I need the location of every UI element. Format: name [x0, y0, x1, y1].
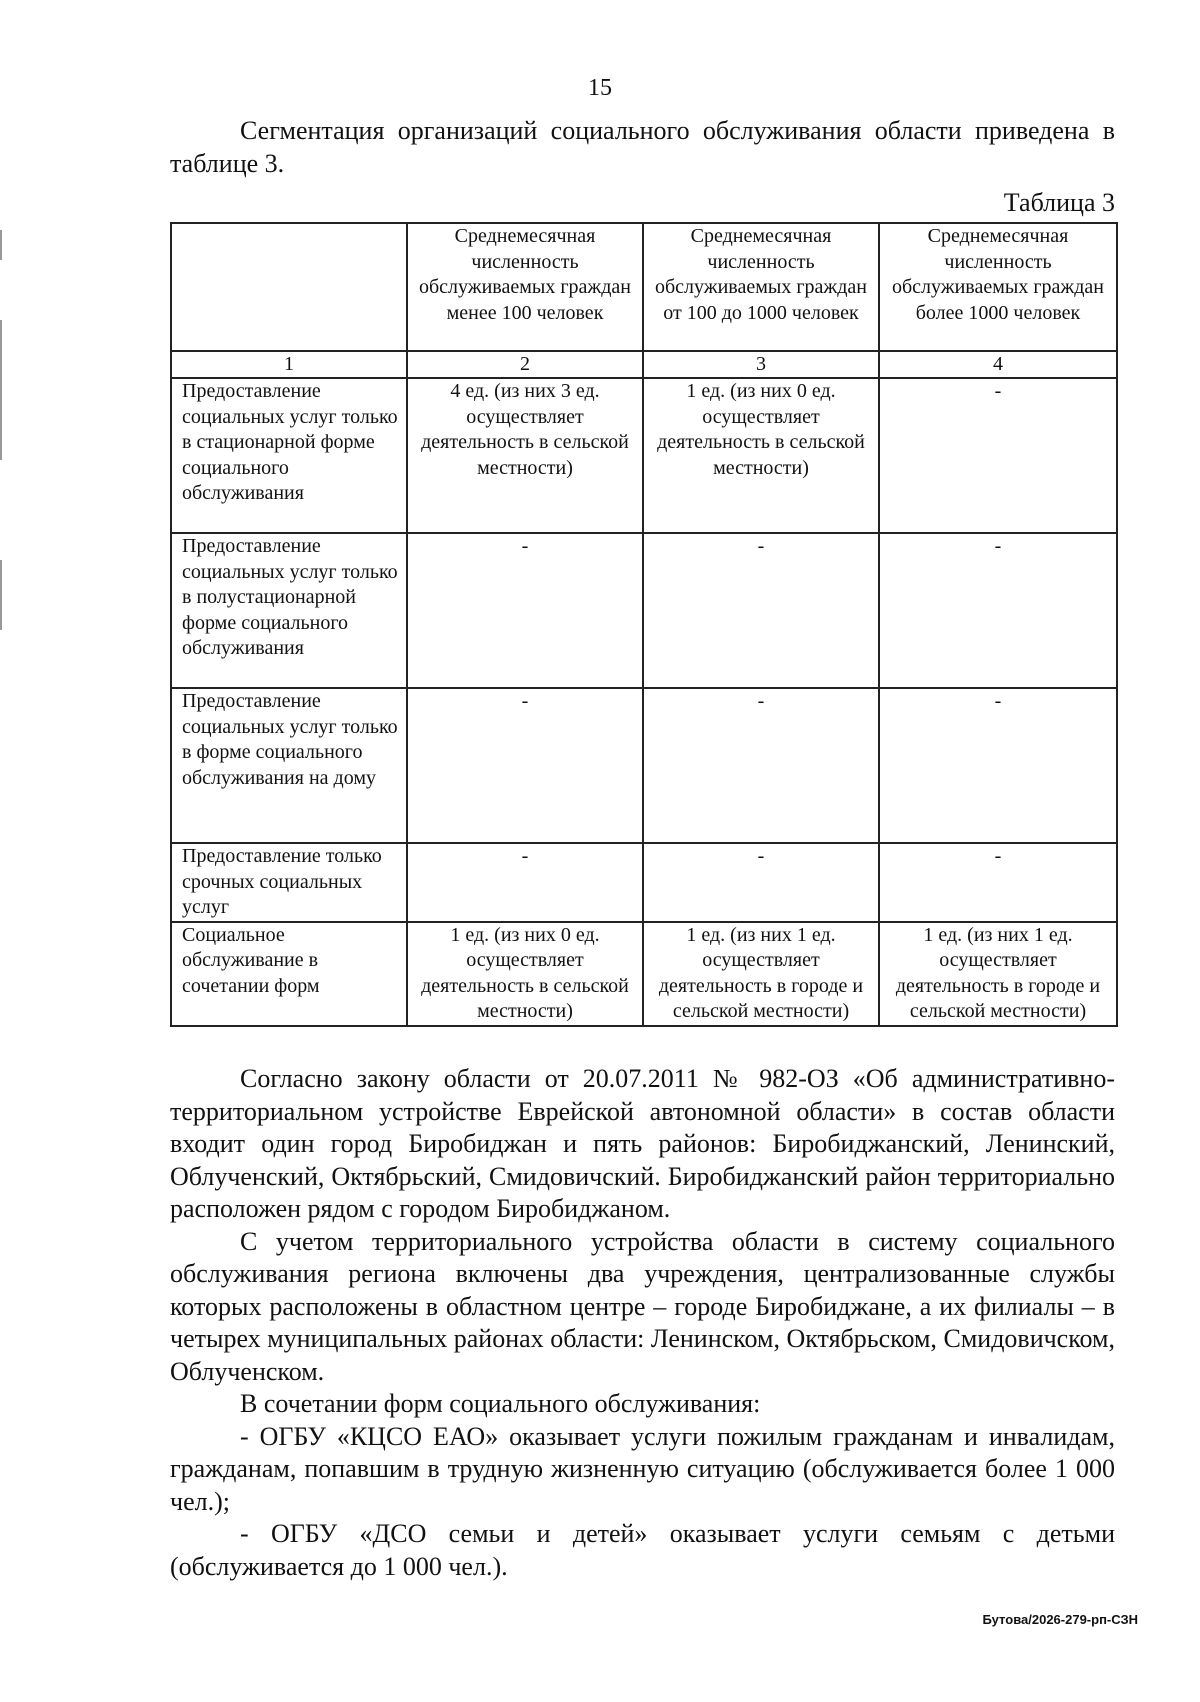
- table-cell: -: [879, 378, 1117, 533]
- table-row: [171, 378, 1117, 533]
- body-text: [170, 1063, 1115, 1583]
- row-label: Предоставление только срочных социальных услуг: [171, 843, 407, 922]
- table-header-cell: Среднемесячная численность обслуживаемых граждан более 1000 человек: [879, 223, 1117, 351]
- table-cell: 4 ед. (из них 3 ед. осуществляет деятельность в сельской местности): [407, 378, 643, 533]
- list-item: - ОГБУ «КЦСО ЕАО» оказывает услуги пожилым гражданам и инвалидам, гражданам, попавшим в трудную жизненную ситуацию (обслуживается более 1 000 чел.);: [170, 1421, 1115, 1516]
- body-paragraph: В сочетании форм социального обслуживания:: [240, 1389, 761, 1418]
- column-number: 4: [879, 351, 1117, 378]
- column-number-row: [171, 351, 1117, 378]
- row-label: Предоставление социальных услуг только в полустационарной форме социального обслуживания: [171, 533, 407, 688]
- table-row: [171, 843, 1117, 922]
- scan-edge-mark: [0, 320, 2, 460]
- table-cell: 1 ед. (из них 0 ед. осуществляет деятельность в сельской местности): [407, 922, 643, 1026]
- row-label: Предоставление социальных услуг только в форме социального обслуживания на дому: [171, 688, 407, 843]
- row-label: Предоставление социальных услуг только в стационарной форме социального обслуживания: [171, 378, 407, 533]
- table-cell: -: [643, 533, 879, 688]
- scan-edge-mark: [0, 230, 2, 260]
- table-caption: Таблица 3: [1003, 188, 1115, 217]
- table-cell: -: [643, 688, 879, 843]
- column-number: 1: [171, 351, 407, 378]
- table-cell: -: [879, 843, 1117, 922]
- table-header-cell: Среднемесячная численность обслуживаемых граждан менее 100 человек: [407, 223, 643, 351]
- table-cell: -: [407, 843, 643, 922]
- scan-edge-mark: [0, 560, 2, 630]
- body-paragraph: Согласно закону области от 20.07.2011 № 982-ОЗ «Об административно-территориальном устройстве Еврейской автономной области» в состав области входит один город Биробиджан и пять районов: Биробиджанский, Ленинский, Облученский, Октябрьский, Смидовичский. Биробиджанский район территориально расположен рядом с городом Биробиджаном.: [170, 1064, 1115, 1223]
- body-paragraph: С учетом территориального устройства области в систему социального обслуживания региона включены два учреждения, централизованные службы которых расположены в областном центре – городе Биробиджане, а их филиалы – в четырех муниципальных районах области: Ленинском, Октябрьском, Смидовичском, Облученском.: [170, 1226, 1115, 1386]
- column-number: 3: [643, 351, 879, 378]
- table-cell: 1 ед. (из них 1 ед. осуществляет деятельность в городе и сельской местности): [879, 922, 1117, 1026]
- table-row: [171, 922, 1117, 1026]
- table-header-cell: [171, 223, 407, 351]
- list-item: - ОГБУ «ДСО семьи и детей» оказывает услуги семьям с детьми (обслуживается до 1 000 чел.).: [170, 1519, 1115, 1581]
- column-number: 2: [407, 351, 643, 378]
- table-cell: 1 ед. (из них 1 ед. осуществляет деятельность в городе и сельской местности): [643, 922, 879, 1026]
- table-row: [171, 688, 1117, 843]
- table-cell: -: [643, 843, 879, 922]
- page-number: 15: [588, 75, 612, 101]
- table-header-cell: Среднемесячная численность обслуживаемых граждан от 100 до 1000 человек: [643, 223, 879, 351]
- segmentation-table: [170, 222, 1118, 1027]
- table-cell: 1 ед. (из них 0 ед. осуществляет деятельность в сельской местности): [643, 378, 879, 533]
- table-cell: -: [879, 533, 1117, 688]
- document-code: Бутова/2026-279-рп-СЗН: [982, 1612, 1138, 1627]
- table-row: [171, 533, 1117, 688]
- table-cell: -: [879, 688, 1117, 843]
- intro-paragraph: Сегментация организаций социального обслуживания области приведена в таблице 3.: [170, 116, 1115, 178]
- table-header-row: [171, 223, 1117, 351]
- row-label: Социальное обслуживание в сочетании форм: [171, 922, 407, 1026]
- table-cell: -: [407, 533, 643, 688]
- table-cell: -: [407, 688, 643, 843]
